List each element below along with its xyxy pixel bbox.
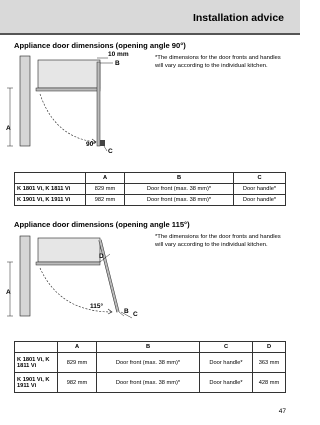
- table-cell: Door handle*: [200, 353, 253, 373]
- table-header-cell: [15, 342, 58, 353]
- table-cell: Door front (max. 38 mm)*: [97, 373, 200, 393]
- table-header-cell: B: [97, 342, 200, 353]
- cabinet-side-wall: [20, 236, 30, 316]
- table-header-cell: B: [125, 173, 234, 184]
- label-a-115: A: [6, 289, 11, 296]
- kitchen-note-90: *The dimensions for the door fronts and handles will vary according to the individual kitchen.: [155, 55, 281, 69]
- appliance-body: [38, 60, 100, 88]
- table-cell: 829 mm: [58, 353, 97, 373]
- table-cell: Door front (max. 38 mm)*: [125, 184, 234, 195]
- door-handle-shape: [100, 140, 105, 146]
- label-c-90: C: [108, 148, 113, 155]
- table-cell: Door handle*: [200, 373, 253, 393]
- spec-table-115: [14, 341, 286, 393]
- table-cell: Door front (max. 38 mm)*: [97, 353, 200, 373]
- label-d-115: D: [99, 253, 104, 260]
- table-header-cell: [15, 173, 86, 184]
- table-row: [15, 184, 286, 195]
- label-angle-115: 115°: [90, 303, 104, 310]
- table-header-cell: D: [253, 342, 286, 353]
- label-a-90: A: [6, 125, 11, 132]
- table-cell-model: K 1901 Vi, K 1911 Vi: [15, 195, 86, 206]
- figure-door-115: [0, 230, 150, 325]
- table-header-cell: A: [58, 342, 97, 353]
- table-row: [15, 353, 286, 373]
- page-header-title: Installation advice: [192, 12, 284, 24]
- table-cell: 982 mm: [86, 195, 125, 206]
- cabinet-side-wall: [20, 56, 30, 146]
- label-angle-90: 90°: [86, 141, 96, 148]
- header-divider: [0, 33, 300, 35]
- kitchen-note-115: *The dimensions for the door fronts and handles will vary according to the individual kitchen.: [155, 234, 281, 248]
- table-cell: 428 mm: [253, 373, 286, 393]
- table-cell: Door handle*: [234, 195, 286, 206]
- page-number: 47: [278, 408, 286, 415]
- table-header-row: [15, 342, 286, 353]
- door-front-panel: [36, 262, 100, 265]
- opened-door-fill: [100, 240, 118, 312]
- door-swing-arc: [40, 94, 96, 142]
- table-cell-model: K 1801 Vi, K 1811 Vi: [15, 184, 86, 195]
- section-title-90: Appliance door dimensions (opening angle 90°): [14, 41, 186, 50]
- label-c-115: C: [133, 311, 138, 318]
- appliance-body: [38, 238, 100, 262]
- swing-arrow-head: [108, 309, 112, 314]
- label-10mm: 10 mm: [108, 51, 129, 58]
- table-header-cell: C: [234, 173, 286, 184]
- opened-door-panel: [97, 62, 100, 146]
- table-header-cell: A: [86, 173, 125, 184]
- table-header-row: [15, 173, 286, 184]
- table-cell-model: K 1901 Vi, K 1911 Vi: [15, 373, 58, 393]
- header-band: [0, 0, 300, 33]
- label-b-115: B: [124, 308, 129, 315]
- door-front-panel: [36, 88, 100, 91]
- table-row: [15, 373, 286, 393]
- table-cell: Door handle*: [234, 184, 286, 195]
- section-title-115: Appliance door dimensions (opening angle 115°): [14, 220, 190, 229]
- table-row: [15, 195, 286, 206]
- label-b-90: B: [115, 60, 120, 67]
- table-cell: 363 mm: [253, 353, 286, 373]
- table-cell: 982 mm: [58, 373, 97, 393]
- figure-door-90: [0, 50, 150, 158]
- spec-table-90: [14, 172, 286, 206]
- table-cell-model: K 1801 Vi, K 1811 Vi: [15, 353, 58, 373]
- table-cell: Door front (max. 38 mm)*: [125, 195, 234, 206]
- leader-c-90: [104, 146, 107, 151]
- table-header-cell: C: [200, 342, 253, 353]
- table-cell: 829 mm: [86, 184, 125, 195]
